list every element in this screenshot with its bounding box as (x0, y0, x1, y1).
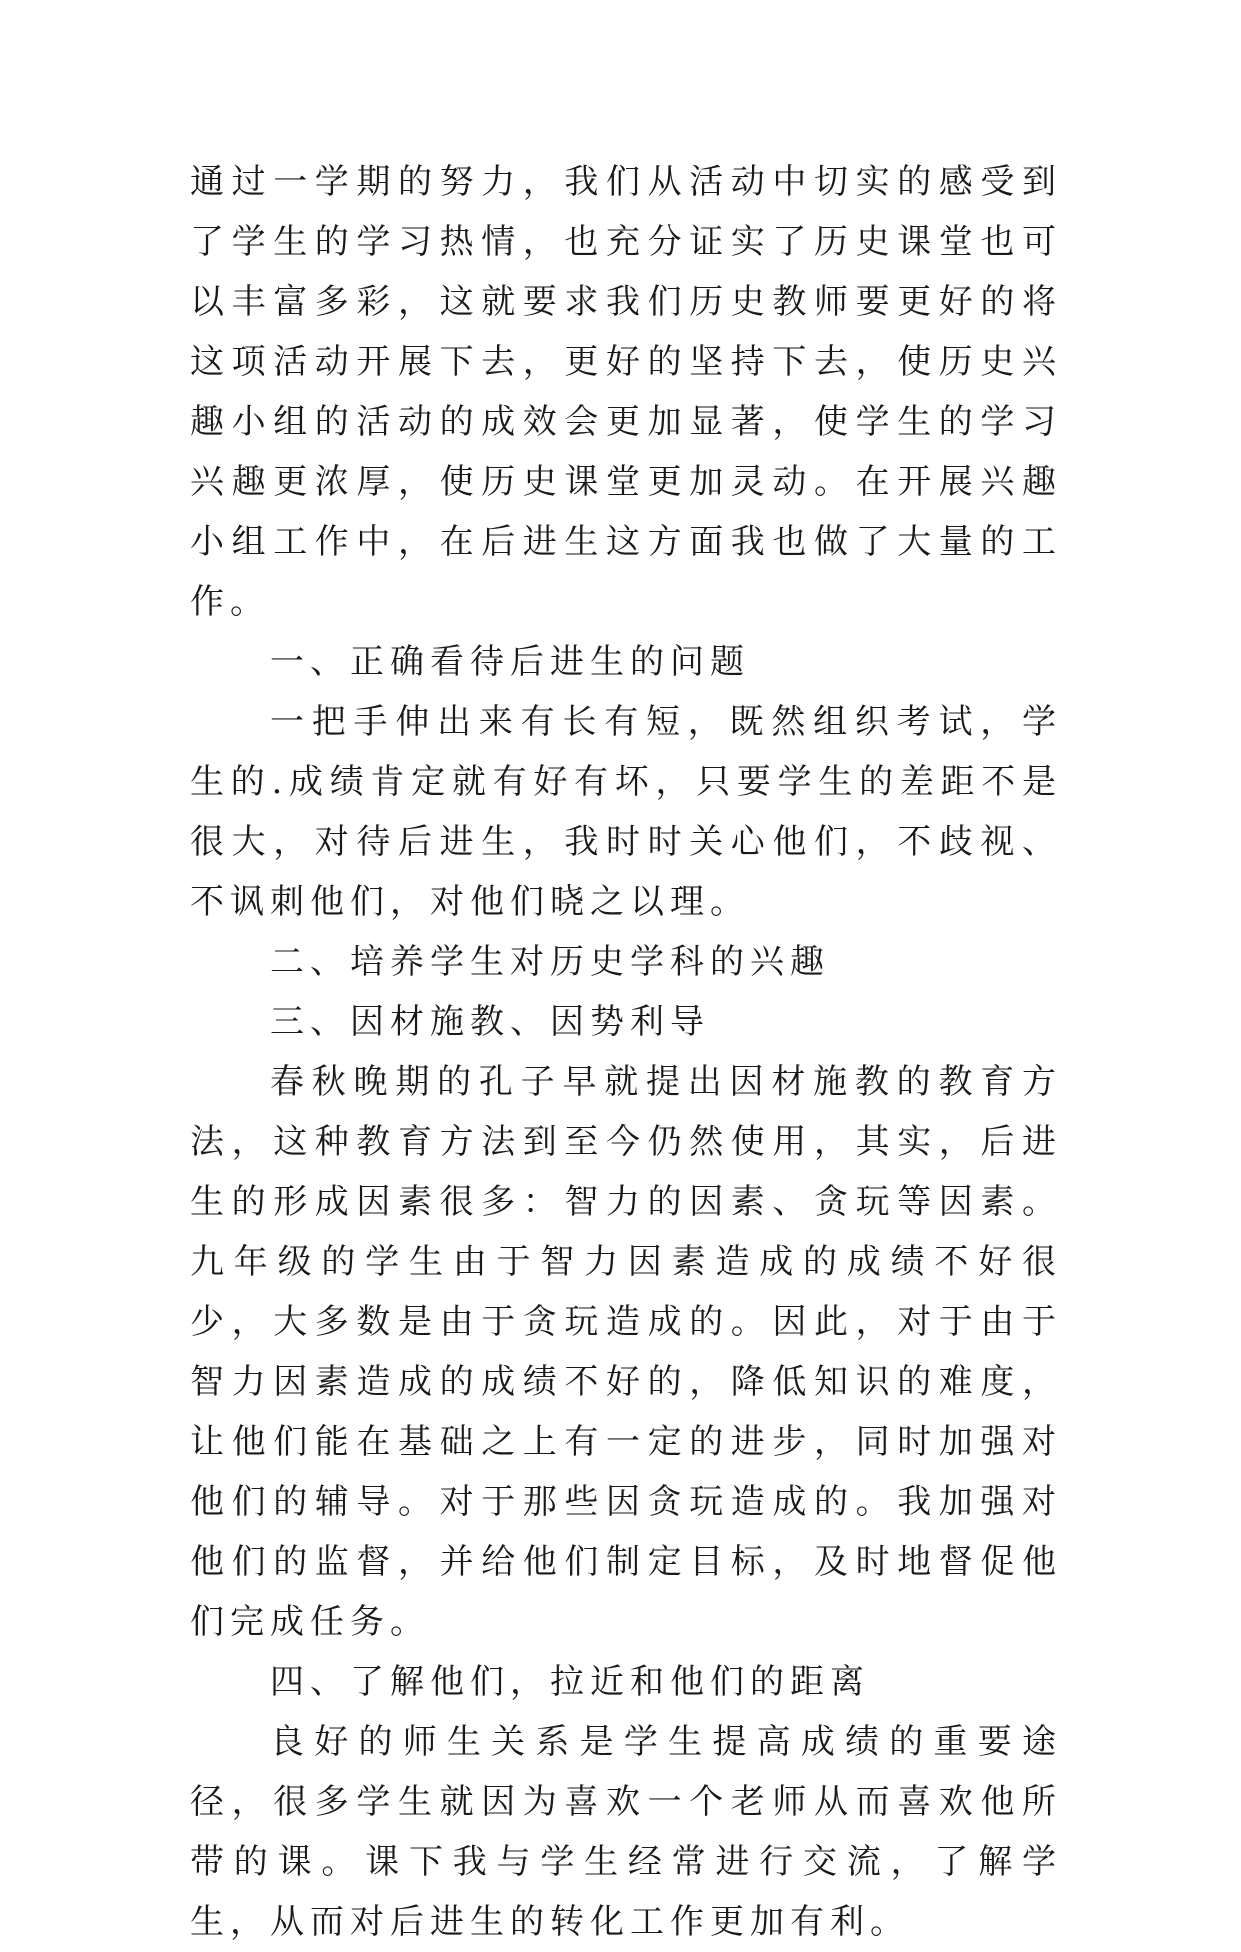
heading-section-4: 四、了解他们，拉近和他们的距离 (270, 1662, 870, 1702)
heading-section-1: 一、正确看待后进生的问题 (270, 642, 750, 682)
paragraph-section-3: 春秋晚期的孔子早就提出因材施教的教育方法，这种教育方法到至今仍然使用，其实，后进生的形成因素很多：智力的因素、贪玩等因素。九年级的学生由于智力因素造成的成绩不好很少，大多数是由于贪玩造成的。因此，对于由于智力因素造成的成绩不好的，降低知识的难度，让他们能在基础之上有一定的进步，同时加强对他们的辅导。对于那些因贪玩造成的。我加强对他们的监督，并给他们制定目标，及时地督促他们完成任务。 (190, 1062, 1062, 1642)
heading-section-2: 二、培养学生对历史学科的兴趣 (270, 942, 830, 982)
paragraph-section-4: 良好的师生关系是学生提高成绩的重要途径，很多学生就因为喜欢一个老师从而喜欢他所带的课。课下我与学生经常进行交流，了解学生，从而对后进生的转化工作更加有利。 (190, 1722, 1062, 1942)
document-body (190, 152, 1062, 1952)
paragraph-section-1: 一把手伸出来有长有短，既然组织考试，学生的.成绩肯定就有好有坏，只要学生的差距不是很大，对待后进生，我时时关心他们，不歧视、不讽刺他们，对他们晓之以理。 (190, 702, 1062, 922)
heading-section-3: 三、因材施教、因势利导 (270, 1002, 710, 1042)
paragraph-intro: 通过一学期的努力，我们从活动中切实的感受到了学生的学习热情，也充分证实了历史课堂也可以丰富多彩，这就要求我们历史教师要更好的将这项活动开展下去，更好的坚持下去，使历史兴趣小组的活动的成效会更加显著，使学生的学习兴趣更浓厚，使历史课堂更加灵动。在开展兴趣小组工作中，在后进生这方面我也做了大量的工作。 (190, 162, 1062, 622)
